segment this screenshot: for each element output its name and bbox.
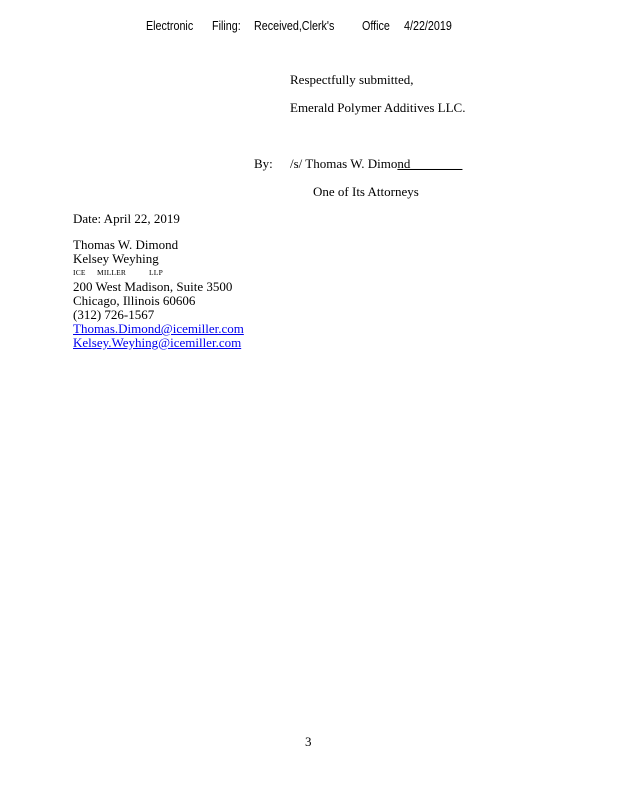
firm-name-part-3: LLP xyxy=(149,268,163,277)
address-line-1: 200 West Madison, Suite 3500 xyxy=(73,279,233,294)
filing-stamp-filing: Filing: xyxy=(212,19,241,33)
filing-stamp-office: Office xyxy=(362,19,390,33)
email-link-2[interactable]: Kelsey.Weyhing@icemiller.com xyxy=(73,335,242,350)
signature-line xyxy=(290,156,462,172)
firm-name-part-2: MILLER xyxy=(97,268,127,277)
signature-by-label: By: xyxy=(254,156,273,171)
firm-name-part-1: ICE xyxy=(73,268,86,277)
signature-role: One of Its Attorneys xyxy=(313,184,419,199)
signature-underline: nd________ xyxy=(397,156,463,171)
counsel-block xyxy=(73,238,244,350)
closing-party: Emerald Polymer Additives LLC. xyxy=(290,100,466,115)
address-line-2: Chicago, Illinois 60606 xyxy=(73,293,196,308)
closing-respectfully: Respectfully submitted, xyxy=(290,72,414,87)
filing-stamp-received: Received,Clerk's xyxy=(254,19,335,33)
filing-stamp-electronic: Electronic xyxy=(146,19,194,33)
date-line: Date: April 22, 2019 xyxy=(73,211,180,226)
page-number: 3 xyxy=(305,734,312,749)
counsel-name-2: Kelsey Weyhing xyxy=(73,251,159,266)
signature-signer: /s/ Thomas W. Dimo xyxy=(290,156,398,171)
filing-stamp-date: 4/22/2019 xyxy=(404,19,452,33)
phone-number: (312) 726-1567 xyxy=(73,307,155,322)
counsel-name-1: Thomas W. Dimond xyxy=(73,237,179,252)
firm-name xyxy=(73,266,244,280)
email-link-1[interactable]: Thomas.Dimond@icemiller.com xyxy=(73,321,244,336)
